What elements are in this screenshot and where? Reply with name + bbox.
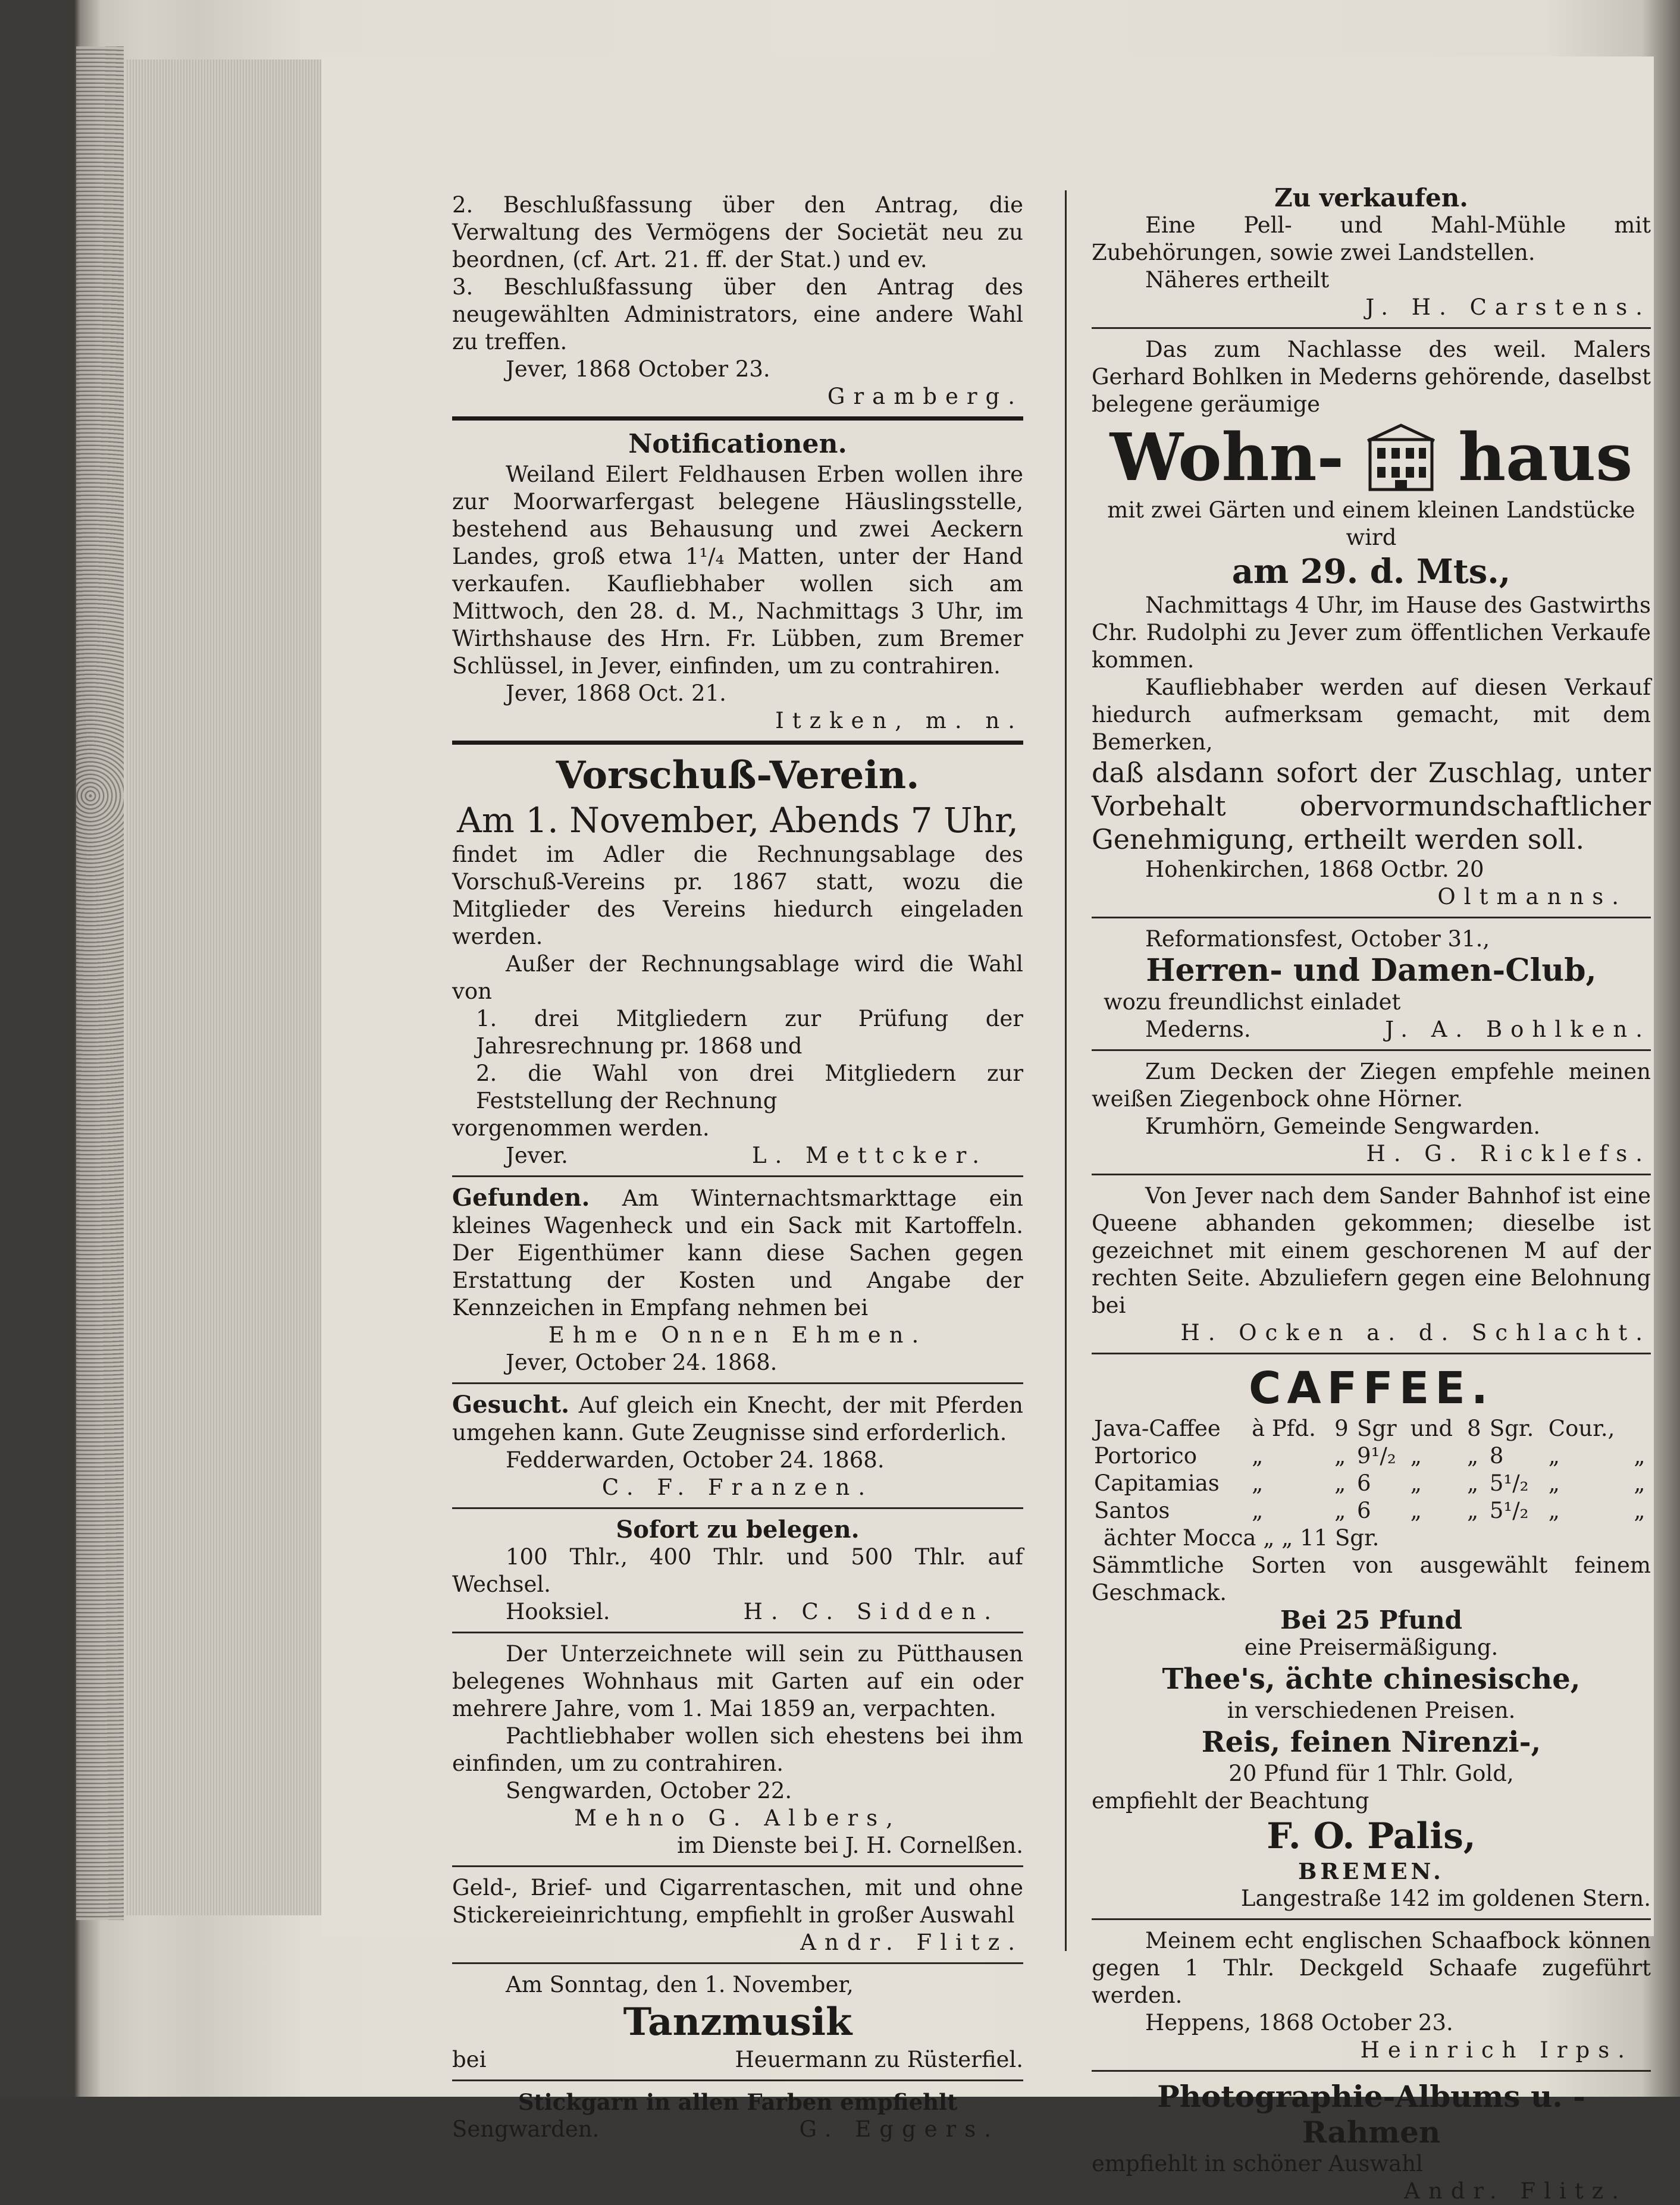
section-rule — [452, 2079, 1023, 2081]
reis-title: Reis, feinen Nirenzi-, — [1201, 1726, 1541, 1759]
caffe-price-cell: „ — [1334, 1470, 1346, 1496]
palis-address: Langestraße 142 im goldenen Stern. — [1240, 1886, 1651, 1911]
palis-city: BREMEN. — [1298, 1858, 1444, 1884]
club-signature: J. A. Bohlken. — [1385, 1017, 1651, 1042]
club-title: Herren- und Damen-Club, — [1146, 952, 1597, 989]
section-rule — [452, 1175, 1023, 1177]
caffe-price-cell: Portorico — [1094, 1443, 1198, 1469]
caffe-price-cell: „ — [1466, 1470, 1479, 1496]
gefunden-signature: Ehme Onnen Ehmen. — [548, 1322, 927, 1348]
agenda-item-2: 2. Beschlußfassung über den Antrag, die Verwaltung des Vermögens der Societät neu zu beordnen, (cf. Art. 21. ff. der Stat.) und ev. — [452, 192, 1023, 272]
sofort-signature: H. C. Sidden. — [743, 1599, 999, 1624]
left-column — [452, 192, 1023, 2143]
caffe-price-row — [1092, 1470, 1651, 1497]
verk-body: Eine Pell- und Mahl-Mühle mit Zubehörungen, sowie zwei Landstellen. — [1092, 212, 1651, 265]
wohn-word-1: Wohn- — [1109, 419, 1344, 495]
wohn-body-3: Kaufliebhaber werden auf diesen Verkauf hiedurch aufmerksam gemacht, mit dem Bemerken, — [1092, 675, 1651, 755]
wohnhaus-headline — [1092, 419, 1651, 495]
caffe-price-cell: „ — [1410, 1470, 1422, 1496]
caffe-price-cell: „ — [1548, 1498, 1560, 1523]
caffe-bei: Bei 25 Pfund — [1280, 1605, 1462, 1635]
caffe-preis: eine Preisermäßigung. — [1244, 1635, 1499, 1660]
caffe-price-cell: „ — [1252, 1470, 1264, 1496]
house-icon — [1365, 422, 1437, 493]
caffe-price-row — [1092, 1497, 1651, 1525]
club-place: Mederns. — [1145, 1017, 1251, 1042]
caffe-price-cell: „ — [1548, 1470, 1560, 1496]
caffe-price-cell: „ — [1252, 1443, 1264, 1469]
caffe-price-cell: 8 — [1489, 1443, 1504, 1469]
wohn-word-2: haus — [1458, 419, 1633, 495]
stick-place: Sengwarden. — [452, 2116, 600, 2142]
geld-body: Geld-, Brief- und Cigarrentaschen, mit und ohne Stickereieinrichtung, empfiehlt in großer Auswahl — [452, 1875, 1023, 1928]
wohn-intro: Das zum Nachlasse des weil. Malers Gerhard Bohlken in Mederns gehörende, daselbst belegene geräumige — [1092, 337, 1651, 417]
notif-signature: Itzken, m. n. — [775, 708, 1023, 733]
caffe-price-cell: 8 — [1466, 1416, 1481, 1441]
book-cover-edge — [76, 46, 124, 1920]
caffe-price-cell: Sgr — [1357, 1416, 1397, 1441]
caffe-price-cell: Sgr. — [1489, 1416, 1534, 1441]
wohn-place: Hohenkirchen, 1868 Octbr. 20 — [1145, 857, 1484, 882]
section-rule — [452, 1382, 1023, 1384]
tanz-intro: Am Sonntag, den 1. November, — [506, 1972, 854, 1997]
gefunden-heading: Gefunden. — [452, 1184, 590, 1212]
verein-item-2: 2. die Wahl von drei Mitgliedern zur Feststellung der Rechnung — [476, 1061, 1023, 1114]
caffe-price-cell: „ — [1634, 1498, 1645, 1523]
tanz-signature: Heuermann zu Rüsterfiel. — [735, 2047, 1023, 2072]
section-rule — [1092, 2070, 1651, 2072]
agenda-signature: Gramberg. — [827, 384, 1023, 409]
caffe-price-cell: „ — [1466, 1498, 1479, 1523]
section-rule — [1092, 1049, 1651, 1051]
verein-date: Am 1. November, Abends 7 Uhr, — [457, 800, 1018, 840]
page-edges — [125, 59, 321, 1915]
geld-signature: Andr. Flitz. — [800, 1930, 1023, 1955]
verk-signature: J. H. Carstens. — [1365, 294, 1651, 320]
caffe-price-cell: Santos — [1094, 1498, 1170, 1523]
pacht-signature: Mehno G. Albers, — [574, 1805, 901, 1831]
verein-end: vorgenommen werden. — [452, 1115, 710, 1141]
queene-body: Von Jever nach dem Sander Bahnhof ist eine Queene abhanden gekommen; dieselbe ist gezeichnet mit einem geschorenen M auf der rechten Seite. Abzuliefern gegen eine Belohnung bei — [1092, 1183, 1651, 1318]
caffe-price-cell: „ — [1634, 1443, 1645, 1469]
pacht-body-2: Pachtliebhaber wollen sich ehestens bei ihm einfinden, um zu contrahiren. — [452, 1723, 1023, 1776]
club-signature-line — [1092, 1016, 1651, 1043]
caffe-title: CAFFEE. — [1249, 1363, 1494, 1414]
queene-signature: H. Ocken a. d. Schlacht. — [1180, 1320, 1651, 1345]
agenda-item-3: 3. Beschlußfassung über den Antrag des neugewählten Administrators, eine andere Wahl zu treffen. — [452, 274, 1023, 355]
section-rule — [452, 1507, 1023, 1509]
column-divider — [1065, 190, 1067, 1951]
schaaf-date: Heppens, 1868 October 23. — [1145, 2010, 1453, 2035]
pacht-body: Der Unterzeichnete will sein zu Pütthausen belegenes Wohnhaus mit Garten auf ein oder mehrere Jahre, vom 1. Mai 1859 an, verpachten. — [452, 1641, 1023, 1721]
wohn-body: mit zwei Gärten und einem kleinen Landstücke wird — [1107, 497, 1635, 550]
photo-body: empfiehlt in schöner Auswahl — [1092, 2151, 1423, 2176]
pacht-signature-2: im Dienste bei J. H. Cornelßen. — [677, 1833, 1023, 1858]
sofort-heading: Sofort zu belegen. — [616, 1516, 860, 1544]
schaaf-body: Meinem echt englischen Schaafbock können gegen 1 Thlr. Deckgeld Schaafe zugeführt werden. — [1092, 1928, 1651, 2008]
caffe-body: Sämmtliche Sorten von ausgewählt feinem Geschmack. — [1092, 1552, 1651, 1605]
thee-title: Thee's, ächte chinesische, — [1162, 1663, 1581, 1696]
club-intro: Reformationsfest, October 31., — [1145, 926, 1490, 952]
caffe-price-cell: „ — [1334, 1498, 1346, 1523]
section-rule — [452, 741, 1023, 745]
caffe-price-cell: 5¹/₂ — [1489, 1470, 1529, 1496]
verein-signature-line — [452, 1142, 1023, 1169]
tanz-bei: bei — [452, 2047, 487, 2072]
tanz-title: Tanzmusik — [623, 2000, 852, 2044]
section-rule — [1092, 917, 1651, 918]
reis-sub: 20 Pfund für 1 Thlr. Gold, — [1228, 1761, 1514, 1786]
caffe-price-cell: „ — [1634, 1470, 1645, 1496]
caffe-price-cell: „ — [1410, 1443, 1422, 1469]
gesucht-body: Auf gleich ein Knecht, der mit Pferden umgehen kann. Gute Zeugnisse sind erforderlich. — [452, 1392, 1023, 1445]
wohn-signature: Oltmanns. — [1437, 884, 1627, 909]
notif-title: Notificationen. — [628, 429, 847, 459]
tanz-signature-line — [452, 2046, 1023, 2074]
caffe-price-cell: „ — [1466, 1443, 1479, 1469]
section-rule — [1092, 1353, 1651, 1354]
verk-title: Zu verkaufen. — [1274, 183, 1468, 212]
agenda-date: Jever, 1868 October 23. — [506, 356, 770, 382]
caffe-price-cell: à Pfd. — [1252, 1416, 1316, 1441]
verein-intro: Außer der Rechnungsablage wird die Wahl von — [452, 951, 1023, 1004]
caffe-price-row — [1092, 1415, 1651, 1442]
verein-item-1: 1. drei Mitgliedern zur Prüfung der Jahresrechnung pr. 1868 und — [476, 1006, 1023, 1059]
caffe-price-cell: 9 — [1334, 1416, 1349, 1441]
club-body: wozu freundlichst einladet — [1104, 989, 1401, 1015]
section-rule — [452, 1962, 1023, 1964]
caffe-price-cell: 6 — [1357, 1470, 1371, 1496]
caffe-price-cell: „ — [1548, 1443, 1560, 1469]
stick-signature: G. Eggers. — [799, 2116, 999, 2142]
stick-body: Stickgarn in allen Farben empfiehlt — [518, 2089, 958, 2115]
caffe-price-cell: Cour., — [1548, 1416, 1615, 1441]
gefunden-date: Jever, October 24. 1868. — [506, 1350, 778, 1375]
verein-place: Jever. — [506, 1143, 568, 1168]
caffe-price-cell: Capitamias — [1094, 1470, 1220, 1496]
thee-sub: in verschiedenen Preisen. — [1227, 1698, 1516, 1723]
gesucht-signature: C. F. Franzen. — [601, 1475, 874, 1500]
pacht-date: Sengwarden, October 22. — [506, 1778, 792, 1803]
section-rule — [1092, 1918, 1651, 1920]
stick-signature-line — [452, 2116, 1023, 2143]
palis-name: F. O. Palis, — [1267, 1815, 1476, 1857]
section-rule — [452, 1632, 1023, 1633]
ziegen-body: Zum Decken der Ziegen empfehle meinen weißen Ziegenbock ohne Hörner. — [1092, 1059, 1651, 1112]
section-rule — [1092, 327, 1651, 329]
sofort-place: Hooksiel. — [506, 1599, 610, 1624]
ziegen-place: Krumhörn, Gemeinde Sengwarden. — [1145, 1114, 1541, 1139]
reis-empfiehlt: empfiehlt der Beachtung — [1092, 1788, 1369, 1814]
sofort-body: 100 Thlr., 400 Thlr. und 500 Thlr. auf Wechsel. — [452, 1544, 1023, 1597]
caffe-price-cell: 9¹/₂ — [1357, 1443, 1396, 1469]
section-rule — [1092, 1174, 1651, 1175]
photo-title: Photographie-Albums u. -Rahmen — [1157, 2079, 1585, 2150]
caffe-price-cell: „ — [1252, 1498, 1264, 1523]
verein-signature: L. Mettcker. — [751, 1143, 988, 1168]
schaaf-signature: Heinrich Irps. — [1360, 2037, 1633, 2063]
ziegen-signature: H. G. Ricklefs. — [1366, 1141, 1651, 1166]
caffe-price-cell: „ — [1334, 1443, 1346, 1469]
notif-body: Weiland Eilert Feldhausen Erben wollen ihre zur Moorwarfergast belegene Häuslingsstelle, bestehend aus Behausung und zwei Aeckern Landes, groß etwa 1¹/₄ Matten, unter der Hand verkaufen. Kaufliebhaber wollen sich am Mittwoch, den 28. d. M., Nachmittags 3 Uhr, im Wirthshause des Hrn. Fr. Lübben, zum Bremer Schlüssel, in Jever, einfinden, um zu contrahiren. — [452, 462, 1023, 679]
gesucht-heading: Gesucht. — [452, 1391, 570, 1419]
section-rule — [452, 1865, 1023, 1867]
wohn-date: am 29. d. Mts., — [1231, 552, 1511, 591]
caffe-mocca: ächter Mocca „ „ 11 Sgr. — [1104, 1525, 1380, 1551]
caffe-price-cell: und — [1410, 1416, 1453, 1441]
wohn-body-2: Nachmittags 4 Uhr, im Hause des Gastwirths Chr. Rudolphi zu Jever zum öffentlichen Verkaufe kommen. — [1092, 592, 1651, 673]
verk-naeheres: Näheres ertheilt — [1145, 267, 1330, 293]
caffe-price-table — [1092, 1415, 1651, 1525]
caffe-price-cell: 5¹/₂ — [1489, 1498, 1529, 1523]
caffe-price-cell: 6 — [1357, 1498, 1371, 1523]
verein-body: findet im Adler die Rechnungsablage des Vorschuß-Vereins pr. 1867 statt, wozu die Mitglieder des Vereins hiedurch eingeladen werden. — [452, 842, 1023, 949]
caffe-price-cell: Java-Caffee — [1094, 1416, 1221, 1441]
caffe-price-row — [1092, 1442, 1651, 1470]
right-column — [1092, 184, 1651, 2205]
sofort-signature-line — [452, 1598, 1023, 1626]
caffe-price-cell: „ — [1410, 1498, 1422, 1523]
gesucht-date: Fedderwarden, October 24. 1868. — [506, 1447, 885, 1473]
photo-signature: Andr. Flitz. — [1404, 2178, 1627, 2204]
notif-date: Jever, 1868 Oct. 21. — [506, 680, 726, 706]
verein-title: Vorschuß-Verein. — [556, 753, 920, 798]
section-rule — [452, 416, 1023, 421]
wohn-body-4: daß alsdann sofort der Zuschlag, unter Vorbehalt obervormundschaftlicher Genehmigung, ertheilt werden soll. — [1092, 757, 1651, 855]
gefunden-body: Am Winternachtsmarkttage ein kleines Wagenheck und ein Sack mit Kartoffeln. Der Eigenthümer kann diese Sachen gegen Erstattung der Kosten und Angabe der Kennzeichen in Empfang nehmen bei — [452, 1185, 1024, 1321]
